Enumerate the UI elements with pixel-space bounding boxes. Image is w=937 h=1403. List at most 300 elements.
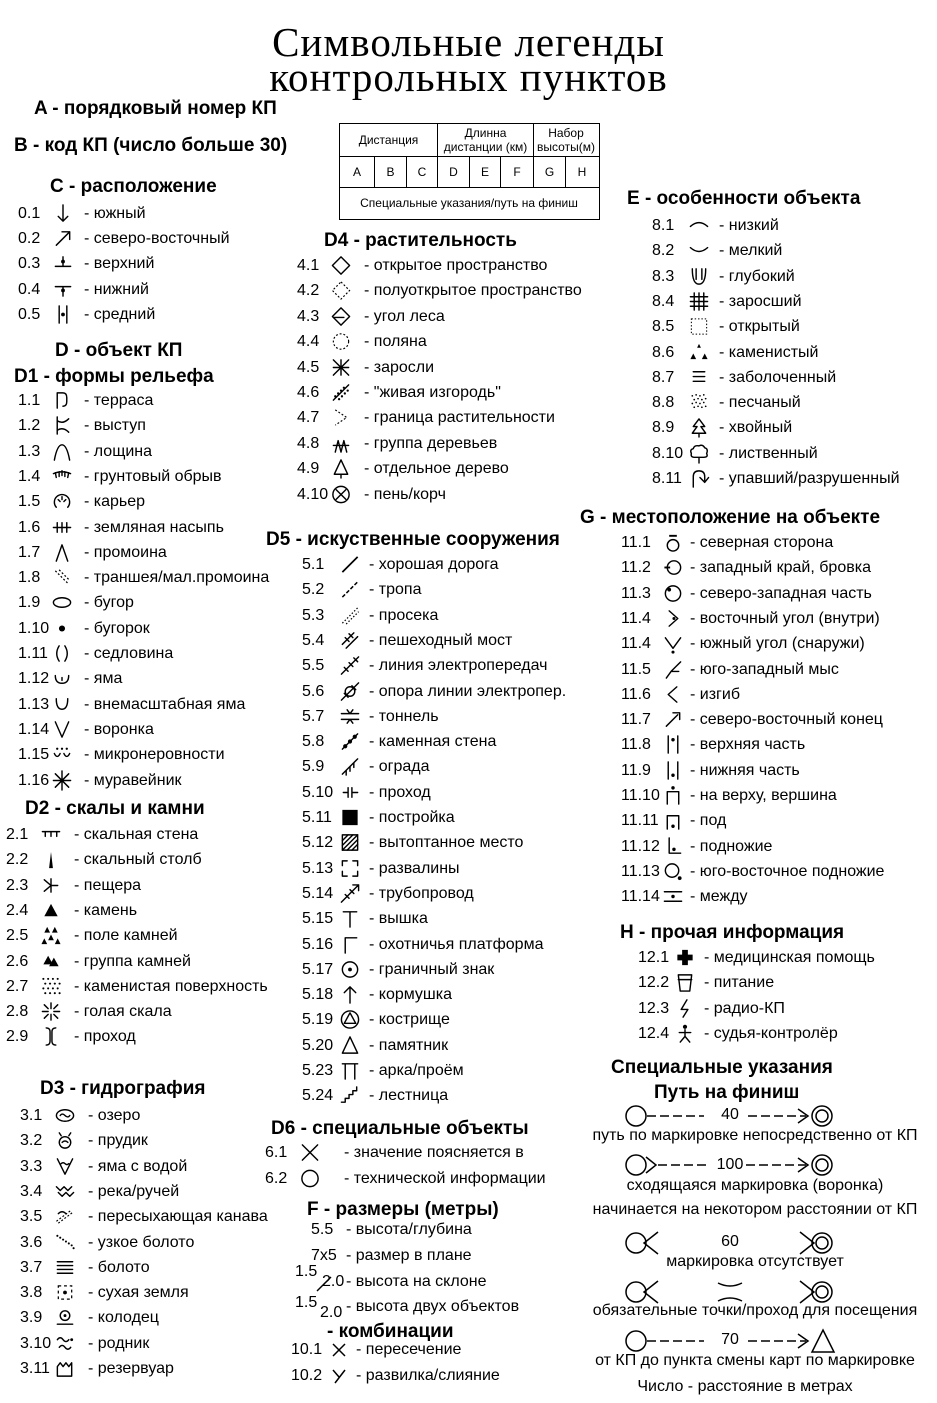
route2-distance: 100 — [716, 1156, 744, 1173]
symbol-number: 4.7 — [297, 409, 320, 427]
pipeline-icon — [339, 883, 361, 904]
table-letter-g: G — [544, 165, 555, 179]
symbol-description: - лиственный — [719, 444, 818, 462]
ant-hill-icon — [51, 770, 73, 791]
pylon-icon — [339, 681, 361, 702]
symbol-description: - открытый — [719, 318, 800, 336]
lower-icon — [52, 279, 74, 300]
symbol-number: 2.5 — [6, 927, 29, 945]
symbol-number: 8.7 — [652, 368, 675, 386]
symbol-number: 1.8 — [18, 569, 41, 587]
symbol-number: 8.5 — [652, 318, 675, 336]
symbol-description: - судья-контролёр — [704, 1024, 838, 1042]
crossing-icon — [330, 1341, 348, 1359]
copse-icon — [330, 433, 352, 454]
symbol-description: - нижний — [84, 280, 149, 298]
symbol-description: - изгиб — [690, 685, 740, 703]
symbol-number: 8.8 — [652, 394, 675, 412]
nw-part-icon — [662, 583, 684, 604]
forest-corner-icon — [330, 306, 352, 327]
symbol-description: - тоннель — [369, 707, 439, 725]
symbol-number: 3.3 — [20, 1157, 43, 1175]
tunnel-icon — [339, 706, 361, 727]
symbol-description: - лощина — [84, 442, 153, 460]
symbol-description: - каменная стена — [369, 733, 497, 751]
symbol-description: - голая скала — [74, 1003, 172, 1021]
rocky-icon — [688, 342, 710, 363]
semi-open-icon — [330, 280, 352, 301]
symbol-number: 5.20 — [302, 1036, 334, 1054]
symbol-description: - пещера — [74, 876, 142, 894]
heading-d6: D6 - специальные объекты — [271, 1118, 529, 1139]
north-side-icon — [662, 532, 684, 553]
hedge-icon — [330, 382, 352, 403]
heading-d3: D3 - гидрография — [40, 1078, 206, 1099]
symbol-number: 5.10 — [302, 783, 334, 801]
symbol-description: - резервуар — [88, 1360, 174, 1377]
symbol-description: - поле камней — [74, 927, 178, 945]
symbol-description: - юго-восточное подножие — [690, 862, 885, 880]
shooting-platform-icon — [339, 934, 361, 955]
symbol-description: - вышка — [369, 910, 428, 928]
terrace-icon — [51, 390, 73, 411]
symbol-number: 1.1 — [18, 392, 41, 409]
symbol-description: - подножие — [690, 837, 773, 855]
symbol-description: - пень/корч — [364, 485, 446, 503]
stony-ground-icon — [40, 976, 62, 997]
building-icon — [339, 807, 361, 828]
symbol-number: 3.7 — [20, 1258, 43, 1276]
symbol-description: - граничный знак — [369, 960, 495, 978]
narrow-passage-icon — [40, 1026, 62, 1047]
firm-ground-icon — [54, 1282, 76, 1303]
symbol-number: 5.14 — [302, 884, 334, 902]
symbol-description: - прудик — [88, 1132, 148, 1150]
symbol-description: - нижняя часть — [690, 761, 800, 779]
crossing-point-icon — [339, 782, 361, 803]
boundary-stone-icon — [339, 959, 361, 980]
comb2-label: - развилка/слияние — [356, 1367, 500, 1384]
symbol-number: 5.13 — [302, 859, 334, 877]
distance-note: Число - расстояние в метрах — [637, 1378, 853, 1395]
beneath-icon — [662, 810, 684, 831]
symbol-description: - северо-восточный конец — [690, 711, 883, 729]
symbol-description: - муравейник — [84, 771, 182, 789]
first-aid-icon — [674, 947, 696, 968]
symbol-description: - седловина — [84, 645, 174, 662]
earth-wall-icon — [51, 517, 73, 538]
symbol-description: - группа камней — [74, 952, 191, 970]
symbol-number: 1.6 — [18, 518, 41, 536]
sw-tip-icon — [662, 659, 684, 680]
table-footer: Специальные указания/путь на финиш — [360, 196, 578, 210]
symbol-number: 11.2 — [621, 559, 651, 577]
radio-icon — [674, 998, 696, 1019]
symbol-number: 4.2 — [297, 282, 320, 300]
symbol-description: - выступ — [84, 417, 146, 435]
stream-icon — [54, 1181, 76, 1202]
paved-area-icon — [339, 832, 361, 853]
f-row4-bottom-value: 2.0 — [320, 1304, 343, 1321]
symbol-description: - угол леса — [364, 307, 445, 325]
symbol-description: - пересыхающая канава — [88, 1208, 268, 1226]
upper-part-icon — [662, 734, 684, 755]
boulder-cluster-icon — [40, 951, 62, 972]
symbol-number: 5.5 — [302, 657, 325, 675]
symbol-description: - яма — [84, 670, 123, 688]
symbol-description: - глубокий — [719, 267, 795, 285]
symbol-description: - каменистый — [719, 343, 819, 361]
symbol-description: - значение поясняется в — [344, 1144, 524, 1161]
route1-distance: 40 — [721, 1106, 739, 1123]
symbol-description: - медицинская помощь — [704, 949, 875, 966]
ditch-icon — [54, 1206, 76, 1227]
f-row4-top-value: 1.5 — [295, 1294, 318, 1311]
symbol-number: 5.1 — [302, 556, 325, 573]
symbol-number: 5.4 — [302, 631, 325, 649]
symbol-number: 11.5 — [621, 660, 651, 678]
symbol-description: - открытое пространство — [364, 257, 548, 274]
route3-text: маркировка отсутствует — [666, 1253, 844, 1270]
vegetation-boundary-icon — [330, 407, 352, 428]
stone-wall-icon — [339, 731, 361, 752]
symbol-number: 5.18 — [302, 986, 334, 1004]
narrow-marsh-icon — [54, 1232, 76, 1253]
symbol-number: 5.8 — [302, 733, 325, 751]
symbol-number: 2.9 — [6, 1028, 29, 1046]
table-letter-c: C — [417, 165, 427, 179]
symbol-description: - скальный столб — [74, 851, 202, 869]
well-icon — [54, 1307, 76, 1328]
bare-rock-icon — [40, 1001, 62, 1022]
route2-text-1: сходящаяся маркировка (воронка) — [626, 1177, 884, 1194]
middle-icon — [52, 304, 74, 325]
east-corner-inside-icon — [662, 608, 684, 629]
knoll-icon — [51, 592, 73, 613]
symbol-description: - на верху, вершина — [690, 787, 837, 804]
route4-text: обязательные точки/проход для посещения — [592, 1302, 918, 1319]
symbol-description: - средний — [84, 305, 156, 323]
symbol-description: - кострище — [369, 1011, 450, 1029]
symbol-description: - камень — [74, 901, 138, 919]
official-icon — [674, 1023, 696, 1044]
canopy-icon — [339, 1060, 361, 1081]
symbol-number: 2.2 — [6, 851, 29, 869]
symbol-number: 8.4 — [652, 292, 675, 310]
symbol-number: 1.4 — [18, 467, 41, 485]
symbol-description: - хвойный — [719, 419, 793, 437]
shallow-icon — [688, 240, 710, 261]
symbol-description: - проход — [74, 1028, 136, 1046]
symbol-number: 2.7 — [6, 977, 29, 995]
symbol-description: - упавший/разрушенный — [719, 470, 900, 487]
heading-c: C - расположение — [50, 176, 217, 197]
spur-icon — [51, 415, 73, 436]
open-land-icon — [330, 255, 352, 276]
ruined-icon — [688, 468, 710, 489]
spring-icon — [54, 1333, 76, 1354]
symbol-description: - между — [690, 888, 748, 906]
symbol-number: 1.10 — [18, 619, 50, 637]
symbol-number: 8.3 — [652, 267, 675, 285]
symbol-number: 1.16 — [18, 771, 50, 789]
symbol-number: 6.2 — [265, 1170, 288, 1187]
fireplace-icon — [339, 1009, 361, 1030]
symbol-description: - заболоченный — [719, 368, 837, 386]
symbol-description: - развалины — [369, 859, 460, 877]
ride-icon — [339, 605, 361, 626]
symbol-description: - лестница — [369, 1087, 449, 1105]
symbol-number: 11.10 — [621, 787, 660, 804]
special-circle-icon — [299, 1168, 321, 1189]
symbol-description: - "живая изгородь" — [364, 384, 501, 401]
symbol-number: 6.1 — [265, 1144, 288, 1161]
bend-icon — [662, 684, 684, 705]
route1-text: путь по маркировке непосредственно от КП — [592, 1127, 918, 1144]
top-icon — [662, 785, 684, 806]
symbol-description: - родник — [88, 1334, 150, 1352]
symbol-number: 12.3 — [638, 999, 670, 1017]
south-corner-outside-icon — [662, 633, 684, 654]
symbol-description: - микронеровности — [84, 746, 225, 764]
comb1-label: - пересечение — [356, 1341, 462, 1358]
pit-icon — [51, 719, 73, 740]
rock-pillar-icon — [40, 849, 62, 870]
symbol-number: 8.11 — [652, 470, 682, 487]
symbol-number: 0.1 — [18, 205, 41, 222]
heading-g: G - местоположение на объекте — [580, 507, 881, 528]
heading-h: H - прочая информация — [620, 922, 845, 943]
symbol-description: - проход — [369, 783, 431, 801]
symbol-description: - линия электропередач — [369, 657, 548, 675]
symbol-number: 3.9 — [20, 1309, 43, 1327]
symbol-description: - пешеходный мост — [369, 631, 513, 649]
symbol-number: 4.4 — [297, 333, 320, 351]
symbol-number: 8.2 — [652, 242, 675, 260]
symbol-number: 1.14 — [18, 720, 50, 738]
symbol-description: - река/ручей — [88, 1182, 180, 1200]
symbol-number: 1.7 — [18, 543, 41, 561]
route5-text: от КП до пункта смены карт по маркировке — [595, 1352, 915, 1369]
heading-d1: D1 - формы рельефа — [14, 366, 214, 387]
symbol-number: 2.4 — [6, 901, 29, 919]
symbol-number: 12.2 — [638, 974, 670, 992]
comb2-number: 10.2 — [291, 1367, 323, 1384]
table-header-length: Длинна дистанции (км) — [443, 126, 528, 154]
symbol-number: 2.1 — [6, 826, 29, 843]
symbol-description: - вытоптанное место — [369, 834, 524, 852]
symbol-description: - болото — [88, 1258, 150, 1276]
symbol-number: 1.5 — [18, 493, 41, 511]
cliff-icon — [40, 824, 62, 845]
small-depression-icon — [51, 694, 73, 715]
sandy-icon — [688, 392, 710, 413]
symbol-number: 3.11 — [20, 1360, 50, 1377]
open-icon — [688, 316, 710, 337]
symbol-description: - ограда — [369, 758, 430, 776]
junction-icon — [330, 1367, 348, 1385]
heading-d2: D2 - скалы и камни — [25, 798, 205, 819]
comb1-number: 10.1 — [291, 1341, 323, 1358]
special-cross-icon — [299, 1142, 321, 1163]
symbol-description: - поляна — [364, 333, 427, 351]
symbol-description: - заросли — [364, 358, 435, 376]
symbol-description: - памятник — [369, 1036, 449, 1054]
symbol-description: - опора линии электропер. — [369, 682, 567, 700]
small-knoll-icon — [51, 618, 73, 639]
symbol-number: 11.6 — [621, 685, 651, 703]
symbol-description: - питание — [704, 974, 775, 992]
symbol-number: 11.7 — [621, 711, 651, 729]
heading-a: A - порядковый номер КП — [34, 98, 277, 119]
symbol-description: - кормушка — [369, 986, 453, 1004]
heading-f: F - размеры (метры) — [307, 1199, 499, 1220]
lake-icon — [54, 1105, 76, 1126]
symbol-number: 0.2 — [18, 230, 41, 248]
symbol-description: - радио-КП — [704, 999, 785, 1017]
table-letter-d: D — [449, 165, 458, 179]
heading-special-1: Специальные указания — [611, 1057, 833, 1078]
symbol-description: - охотничья платформа — [369, 935, 544, 953]
symbol-description: - озеро — [88, 1107, 141, 1124]
refreshment-icon — [674, 972, 696, 993]
symbol-description: - просека — [369, 606, 439, 624]
symbol-description: - северо-западная часть — [690, 584, 872, 602]
between-icon — [662, 886, 684, 907]
f-row3-bottom-value: 2.0 — [322, 1273, 345, 1290]
ruin-icon — [339, 858, 361, 879]
f-row1-value: 5.5 — [311, 1221, 334, 1238]
symbol-number: 12.1 — [638, 949, 670, 966]
symbol-description: - грунтовый обрыв — [84, 467, 222, 485]
symbol-number: 11.14 — [621, 888, 660, 906]
symbol-number: 8.10 — [652, 444, 684, 462]
small-gully-icon — [51, 567, 73, 588]
heading-d4: D4 - растительность — [324, 230, 517, 251]
f-row2-value: 7x5 — [311, 1247, 337, 1264]
arrow-down-icon — [52, 203, 74, 224]
erosion-gully-icon — [51, 542, 73, 563]
symbol-number: 5.24 — [302, 1087, 334, 1105]
symbol-number: 11.4 — [621, 635, 651, 653]
symbol-description: - колодец — [88, 1309, 159, 1327]
symbol-description: - южный угол (снаружи) — [690, 635, 865, 653]
symbol-number: 12.4 — [638, 1024, 670, 1042]
symbol-number: 1.11 — [18, 645, 48, 662]
symbol-description: - низкий — [719, 217, 779, 234]
symbol-description: - тропа — [369, 581, 422, 599]
table-header-climb: Набор высоты(м) — [537, 126, 595, 154]
symbol-description: - воронка — [84, 720, 154, 738]
symbol-number: 5.19 — [302, 1011, 334, 1029]
symbol-description: - сухая земля — [88, 1284, 189, 1302]
f-row2-label: - размер в плане — [346, 1247, 472, 1264]
symbol-number: 2.6 — [6, 952, 29, 970]
heading-e: E - особенности объекта — [627, 188, 861, 209]
symbol-number: 5.12 — [302, 834, 334, 852]
symbol-description: - бугорок — [84, 619, 150, 637]
re-entrant-icon — [51, 441, 73, 462]
symbol-number: 5.9 — [302, 758, 325, 776]
symbol-number: 4.1 — [297, 257, 320, 274]
route3-distance: 60 — [721, 1233, 739, 1250]
heading-d: D - объект КП — [55, 340, 183, 361]
symbol-number: 0.5 — [18, 305, 41, 323]
symbol-number: 1.2 — [18, 417, 41, 435]
quarry-icon — [51, 491, 73, 512]
bridge-icon — [339, 630, 361, 651]
symbol-description: - постройка — [369, 809, 455, 826]
symbol-description: - карьер — [84, 493, 146, 511]
deciduous-icon — [688, 443, 710, 464]
lower-part-icon — [662, 760, 684, 781]
symbol-description: - песчаный — [719, 394, 801, 412]
symbol-number: 2.3 — [6, 876, 29, 894]
symbol-number: 4.3 — [297, 307, 320, 325]
marshy-icon — [688, 367, 710, 388]
symbol-description: - промоина — [84, 543, 167, 561]
symbol-number: 5.17 — [302, 960, 334, 978]
symbol-number: 8.1 — [652, 217, 675, 234]
symbol-number: 3.4 — [20, 1182, 43, 1200]
stairway-icon — [339, 1085, 361, 1106]
symbol-number: 4.10 — [297, 485, 329, 503]
symbol-description: - бугор — [84, 594, 134, 612]
symbol-description: - полуоткрытое пространство — [364, 282, 582, 300]
f-row1-label: - высота/глубина — [346, 1221, 472, 1238]
thicket-icon — [330, 357, 352, 378]
symbol-number: 5.23 — [302, 1062, 334, 1079]
symbol-description: - хорошая дорога — [369, 556, 499, 573]
boulder-field-icon — [40, 925, 62, 946]
power-line-icon — [339, 655, 361, 676]
symbol-description: - группа деревьев — [364, 434, 498, 452]
memorial-icon — [339, 1035, 361, 1056]
symbol-description: - юго-западный мыс — [690, 660, 839, 678]
symbol-description: - западный край, бровка — [690, 559, 871, 577]
heading-special-2: Путь на финиш — [654, 1082, 800, 1103]
symbol-number: 11.8 — [621, 736, 651, 754]
symbol-number: 3.8 — [20, 1284, 43, 1302]
symbol-description: - скальная стена — [74, 826, 199, 843]
symbol-number: 5.2 — [302, 581, 325, 599]
broken-ground-icon — [51, 744, 73, 765]
symbol-number: 5.3 — [302, 606, 325, 624]
symbol-number: 0.3 — [18, 255, 41, 273]
symbol-number: 3.6 — [20, 1233, 43, 1251]
marsh-icon — [54, 1257, 76, 1278]
symbol-description: - заросший — [719, 292, 802, 310]
saddle-icon — [51, 643, 73, 664]
tree-icon — [330, 458, 352, 479]
symbol-number: 4.5 — [297, 358, 320, 376]
symbol-description: - земляная насыпь — [84, 518, 224, 536]
symbol-number: 11.9 — [621, 761, 651, 779]
symbol-number: 1.3 — [18, 442, 41, 460]
heading-b: B - код КП (число больше 30) — [14, 135, 288, 156]
symbol-description: - верхняя часть — [690, 736, 806, 754]
symbol-description: - траншея/мал.промоина — [84, 569, 270, 587]
tower-icon — [339, 908, 361, 929]
route5-distance: 70 — [721, 1331, 739, 1348]
symbol-number: 11.11 — [621, 812, 659, 830]
symbol-number: 4.6 — [297, 384, 320, 401]
table-letter-b: B — [386, 165, 395, 179]
symbol-number: 3.2 — [20, 1132, 43, 1150]
low-icon — [688, 215, 710, 236]
fence-icon — [339, 756, 361, 777]
foot-icon — [662, 836, 684, 857]
